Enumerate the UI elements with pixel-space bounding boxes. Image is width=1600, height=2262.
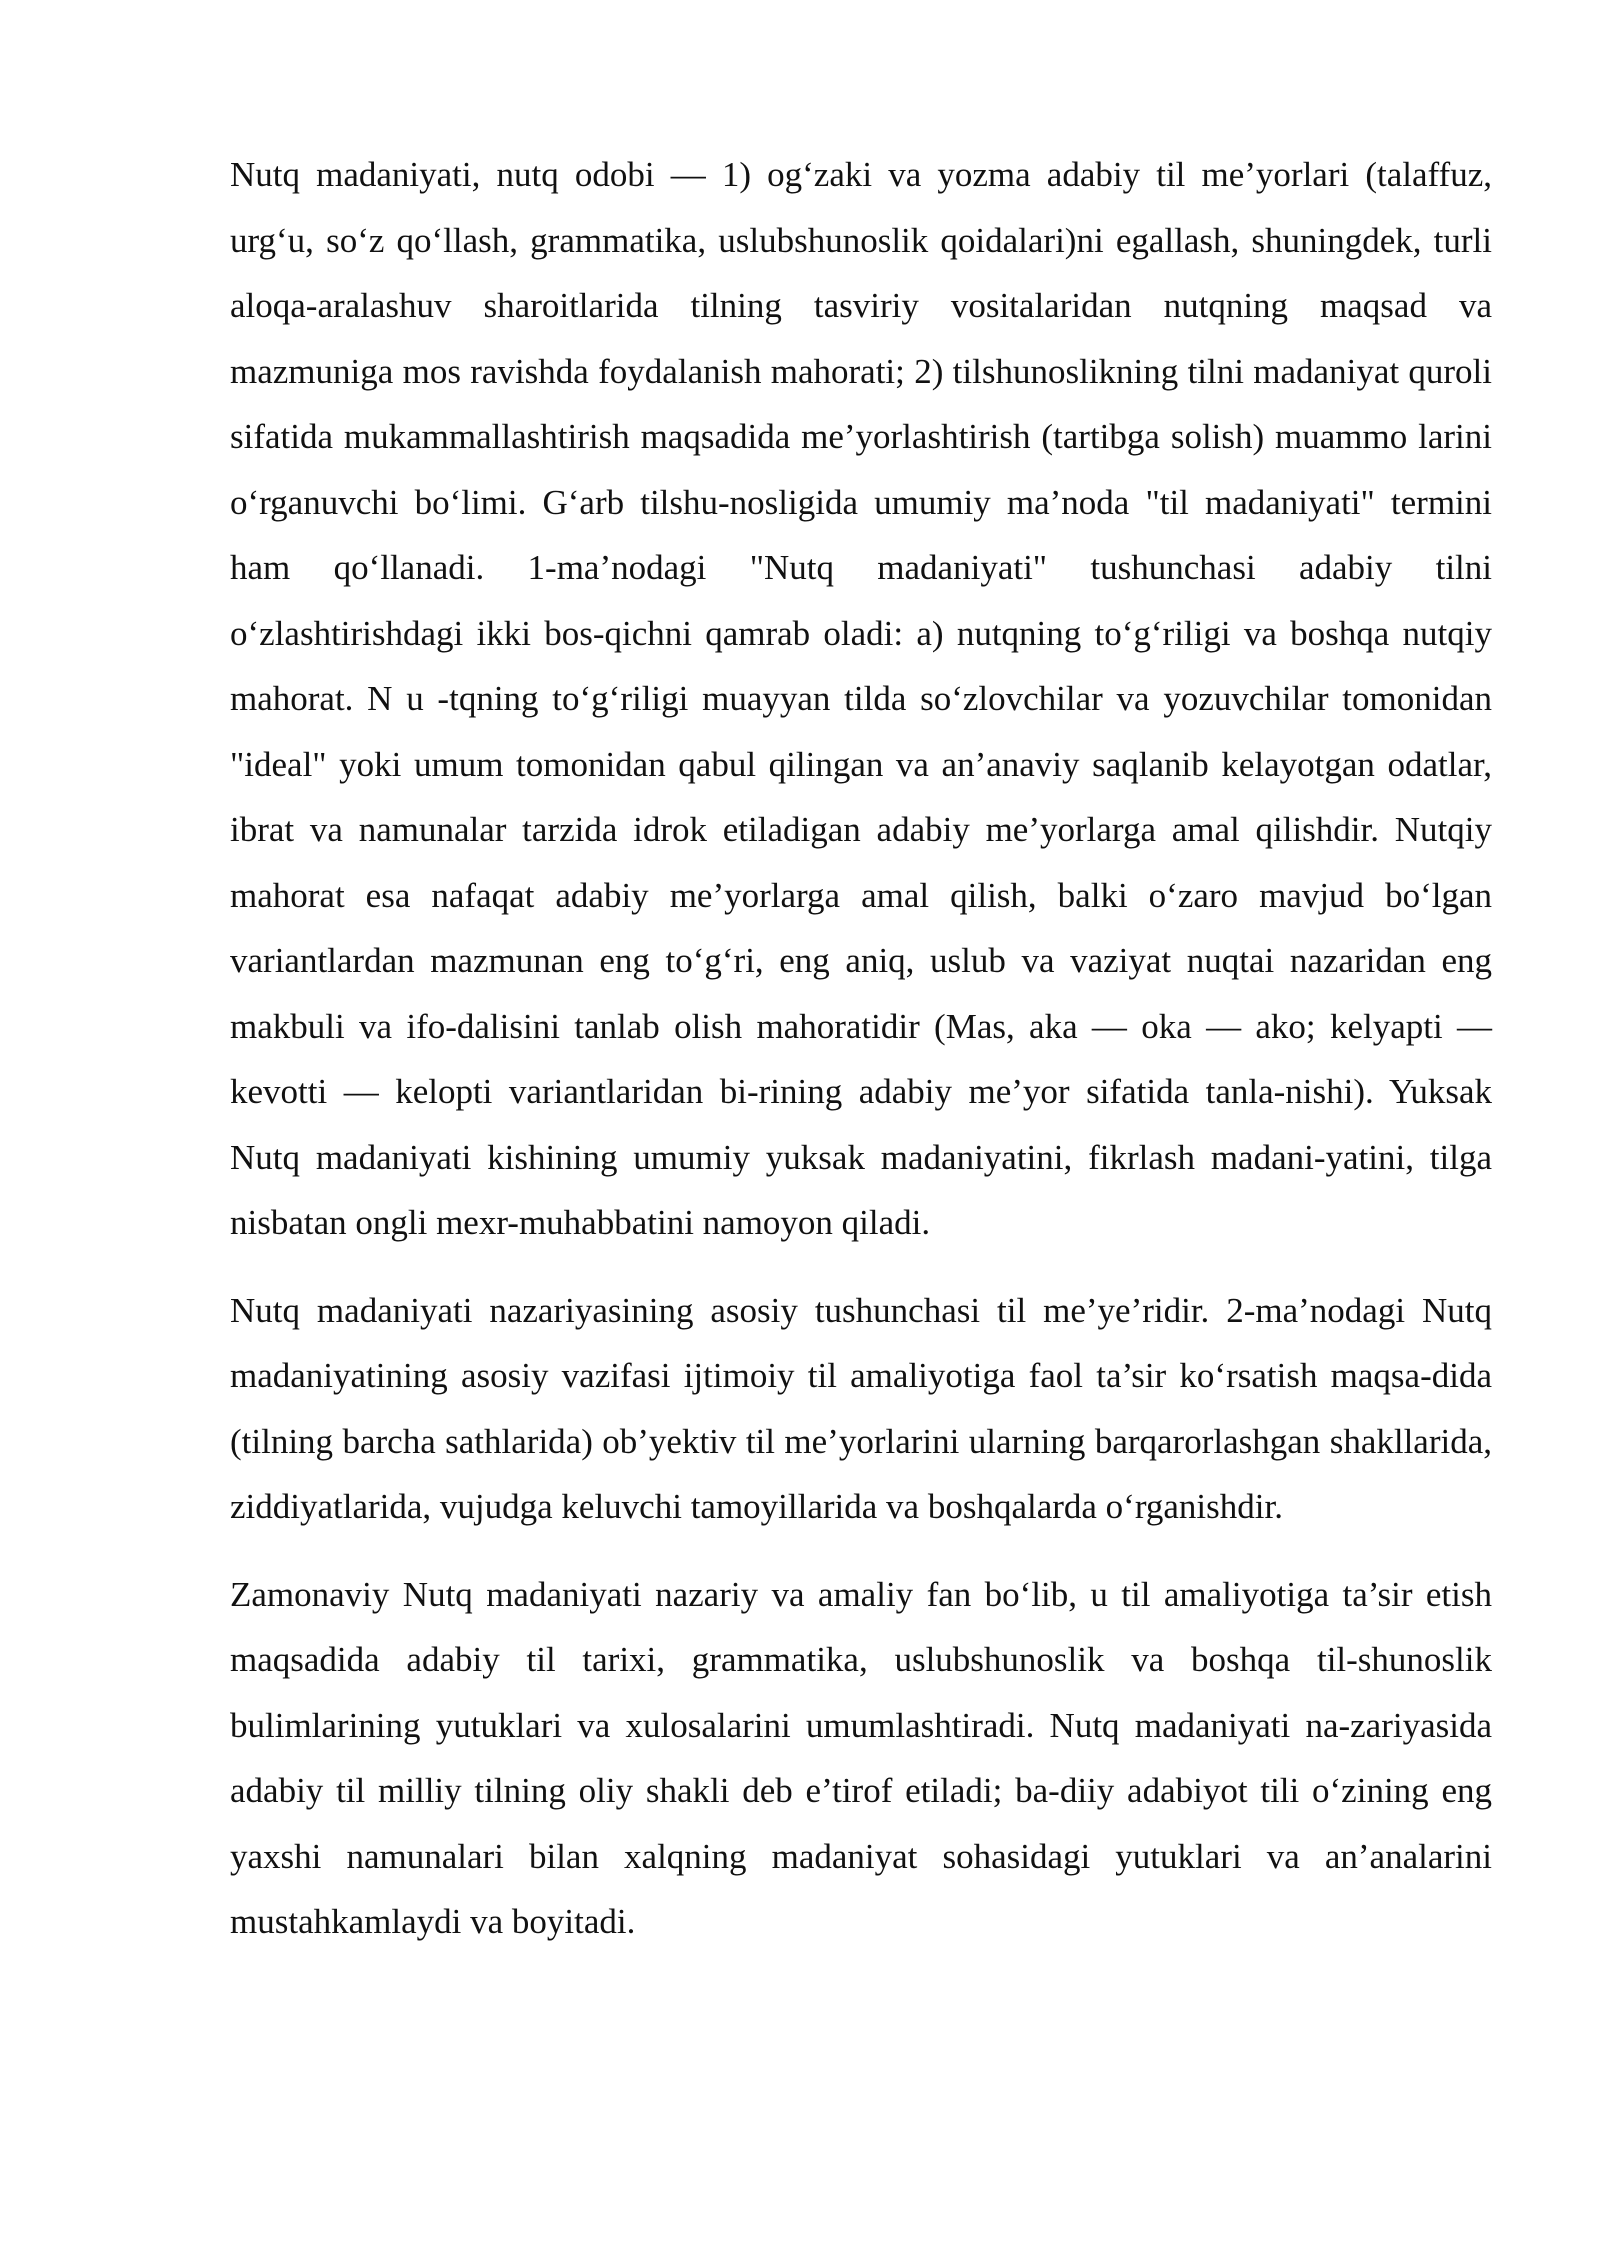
paragraph-1: Nutq madaniyati, nutq odobi — 1) og‘zaki va yozma adabiy til me’yorlari (talaffuz, urg‘u, so‘z qo‘llash, grammatika, uslubshunoslik qoidalari)ni egallash, shuningdek, turli aloqa-aralashuv sharoitlarida tilning tasviriy vositalaridan nutqning maqsad va mazmuniga mos ravishda foydalanish mahorati; 2) tilshunoslikning tilni madaniyat quroli sifatida mukammallashtirish maqsadida me’yorlashtirish (tartibga solish) muammo larini o‘rganuvchi bo‘limi. G‘arb tilshu-nosligida umumiy ma’noda "til madaniyati" termini ham qo‘llanadi. 1-ma’nodagi "Nutq madaniyati" tushunchasi adabiy tilni o‘zlashtirishdagi ikki bos-qichni qamrab oladi: a) nutqning to‘g‘riligi va boshqa nutqiy mahorat. N u -tqning to‘g‘riligi muayyan tilda so‘zlovchilar va yozuvchilar tomonidan "ideal" yoki umum tomonidan qabul qilingan va an’anaviy saqlanib kelayotgan odatlar, ibrat va namunalar tarzida idrok etiladigan adabiy me’yorlarga amal qilishdir. Nutqiy mahorat esa nafaqat adabiy me’yorlarga amal qilish, balki o‘zaro mavjud bo‘lgan variantlardan mazmunan eng to‘g‘ri, eng aniq, uslub va vaziyat nuqtai nazaridan eng makbuli va ifo-dalisini tanlab olish mahoratidir (Mas, aka — oka — ako; kelyapti — kevotti — kelopti variantlaridan bi-rining adabiy me’yor sifatida tanla-nishi). Yuksak Nutq madaniyati kishining umumiy yuksak madaniyatini, fikrlash madani-yatini, tilga nisbatan ongli mexr-muhabbatini namoyon qiladi.: [230, 155, 1492, 1242]
paragraph-3: Zamonaviy Nutq madaniyati nazariy va amaliy fan bo‘lib, u til amaliyotiga ta’sir etish maqsadida adabiy til tarixi, grammatika, uslubshunoslik va boshqa til-shunoslik bulimlarining yutuklari va xulosalarini umumlashtiradi. Nutq madaniyati na-zariyasida adabiy til milliy tilning oliy shakli deb e’tirof etiladi; ba-diiy adabiyot tili o‘zining eng yaxshi namunalari bilan xalqning madaniyat sohasidagi yutuklari va an’analarini mustahkamlaydi va boyitadi.: [230, 1574, 1492, 1941]
paragraph-2: Nutq madaniyati nazariyasining asosiy tushunchasi til me’ye’ridir. 2-ma’nodagi Nutq madaniyatining asosiy vazifasi ijtimoiy til amaliyotiga faol ta’sir ko‘rsatish maqsa-dida (tilning barcha sathlarida) ob’yektiv til me’yorlarini ularning barqarorlashgan shakllarida, ziddiyatlarida, vujudga keluvchi tamoyillarida va boshqalarda o‘rganishdir.: [230, 1290, 1492, 1526]
document-body: [230, 142, 1492, 1977]
